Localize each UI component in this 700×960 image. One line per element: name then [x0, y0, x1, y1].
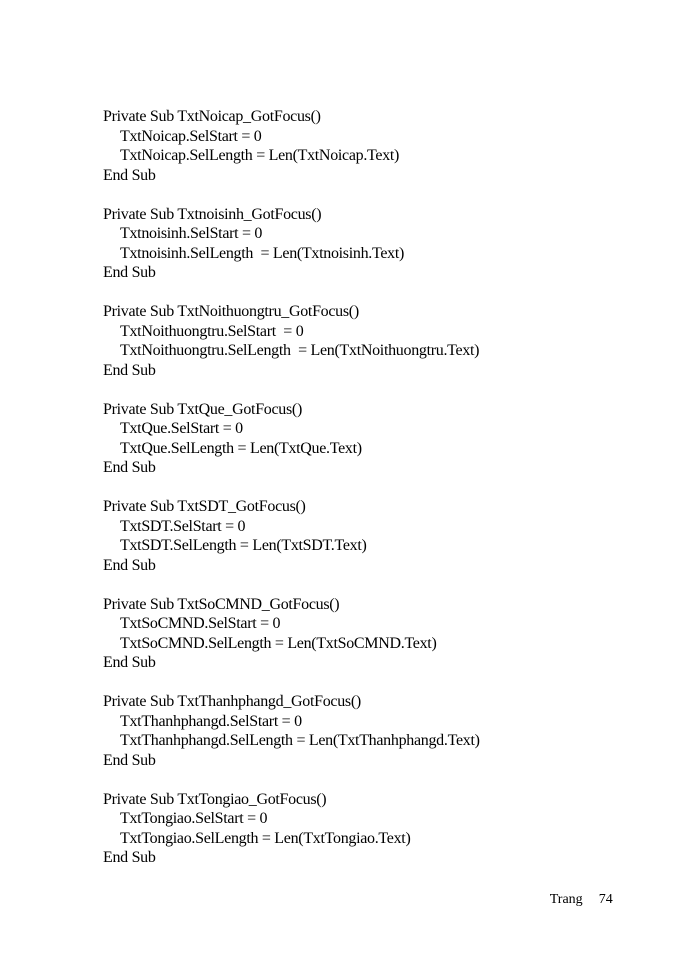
code-statement: TxtSDT.SelStart = 0	[120, 517, 246, 535]
code-block-txttongiao	[103, 790, 663, 868]
sub-declaration: Private Sub Txtnoisinh_GotFocus()	[103, 205, 322, 223]
end-sub: End Sub	[103, 166, 156, 184]
code-statement: TxtNoicap.SelLength = Len(TxtNoicap.Text)	[120, 147, 400, 164]
code-statement: TxtQue.SelLength = Len(TxtQue.Text)	[120, 439, 362, 457]
code-statement: TxtTongiao.SelLength = Len(TxtTongiao.Text)	[120, 829, 411, 847]
end-sub: End Sub	[103, 556, 156, 574]
page-number: 74	[598, 892, 613, 907]
code-block-txtsocmnd	[103, 595, 663, 673]
code-statement: TxtNoithuongtru.SelLength = Len(TxtNoithuongtru.Text)	[120, 342, 480, 359]
code-statement: TxtQue.SelStart = 0	[120, 420, 243, 437]
end-sub: End Sub	[103, 459, 156, 476]
code-block-txtnoisinh	[103, 205, 663, 283]
sub-declaration: Private Sub TxtQue_GotFocus()	[103, 400, 302, 418]
sub-declaration: Private Sub TxtTongiao_GotFocus()	[103, 790, 327, 808]
sub-declaration: Private Sub TxtSDT_GotFocus()	[103, 498, 306, 515]
code-statement: TxtThanhphangd.SelStart = 0	[120, 712, 302, 730]
sub-declaration: Private Sub TxtNoicap_GotFocus()	[103, 108, 321, 125]
code-listing	[103, 107, 663, 887]
code-block-txtnoithuongtru	[103, 302, 663, 380]
end-sub: End Sub	[103, 264, 156, 281]
code-block-txtsdt	[103, 497, 663, 575]
code-statement: TxtTongiao.SelStart = 0	[120, 810, 268, 827]
code-block-txtnoicap	[103, 107, 663, 185]
code-statement: Txtnoisinh.SelStart = 0	[120, 225, 263, 242]
code-statement: TxtSoCMND.SelStart = 0	[120, 615, 281, 632]
page-footer	[536, 873, 613, 927]
code-statement: TxtThanhphangd.SelLength = Len(TxtThanhphangd.Text)	[120, 732, 480, 749]
sub-declaration: Private Sub TxtNoithuongtru_GotFocus()	[103, 303, 359, 320]
end-sub: End Sub	[103, 361, 156, 379]
code-statement: TxtSoCMND.SelLength = Len(TxtSoCMND.Text)	[120, 634, 437, 652]
code-statement: Txtnoisinh.SelLength = Len(Txtnoisinh.Text)	[120, 244, 404, 262]
code-statement: TxtSDT.SelLength = Len(TxtSDT.Text)	[120, 537, 367, 554]
end-sub: End Sub	[103, 654, 156, 671]
code-block-txtthanhphangd	[103, 692, 663, 770]
sub-declaration: Private Sub TxtSoCMND_GotFocus()	[103, 595, 340, 613]
code-statement: TxtNoithuongtru.SelStart = 0	[120, 322, 304, 340]
sub-declaration: Private Sub TxtThanhphangd_GotFocus()	[103, 693, 361, 710]
page-label: Trang	[549, 892, 583, 907]
end-sub: End Sub	[103, 751, 156, 769]
code-block-txtque	[103, 400, 663, 478]
code-statement: TxtNoicap.SelStart = 0	[120, 127, 262, 145]
end-sub: End Sub	[103, 849, 156, 866]
